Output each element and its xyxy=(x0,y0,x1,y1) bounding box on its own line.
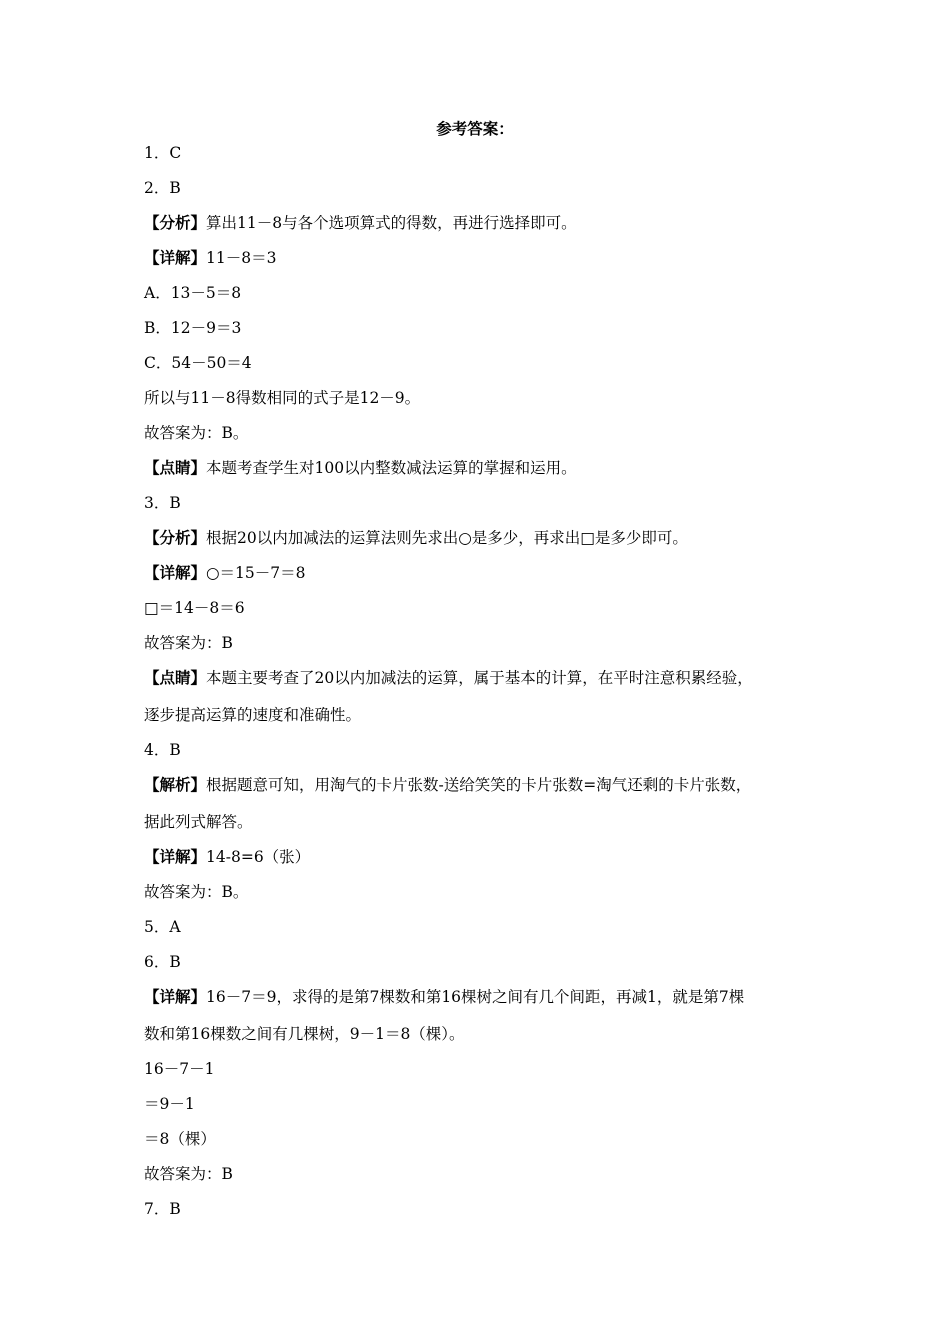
answer-line xyxy=(144,917,181,937)
line-text: 5．A xyxy=(144,918,181,936)
line-text: 11－8＝3 xyxy=(206,249,277,267)
answer-line xyxy=(144,1059,214,1079)
answer-line xyxy=(144,388,420,408)
section-tag: 【详解】 xyxy=(144,987,207,1006)
answer-line-tagged xyxy=(144,668,753,688)
answer-line-tagged xyxy=(144,458,577,478)
answer-line xyxy=(144,1129,216,1149)
line-text: 据此列式解答。 xyxy=(144,813,253,831)
answer-line xyxy=(144,740,181,760)
section-tag: 【分析】 xyxy=(144,213,207,232)
line-text: ＝8（棵） xyxy=(144,1130,216,1148)
line-text: 1．C xyxy=(144,144,182,162)
line-text: 16－7－1 xyxy=(144,1060,215,1078)
line-text: 14-8=6（张） xyxy=(206,848,311,866)
answer-line xyxy=(144,1094,195,1114)
line-text: 故答案为：B。 xyxy=(144,883,249,901)
section-tag: 【分析】 xyxy=(144,528,207,547)
answer-line xyxy=(144,952,181,972)
answer-line xyxy=(144,1199,181,1219)
line-text: 本题主要考查了20以内加减法的运算，属于基本的计算，在平时注意积累经验， xyxy=(206,669,753,687)
line-text: 6．B xyxy=(144,953,181,971)
line-text: 2．B xyxy=(144,179,181,197)
answer-line xyxy=(144,633,233,653)
line-text: A．13－5＝8 xyxy=(144,284,242,302)
answer-line-tagged xyxy=(144,563,306,583)
section-tag: 【详解】 xyxy=(144,847,207,866)
page-title: 参考答案： xyxy=(436,119,514,138)
line-text: 数和第16棵数之间有几棵树，9－1＝8（棵）。 xyxy=(144,1025,465,1043)
section-tag: 【解析】 xyxy=(144,775,207,794)
line-text: □＝14－8＝6 xyxy=(144,599,245,617)
answer-line xyxy=(144,1164,233,1184)
answer-line-tagged xyxy=(144,248,276,268)
line-text: 故答案为：B xyxy=(144,1165,233,1183)
line-text: 本题考查学生对100以内整数减法运算的掌握和运用。 xyxy=(206,459,577,477)
answer-line xyxy=(144,598,245,618)
answer-line xyxy=(144,318,241,338)
line-text: ○＝15－7＝8 xyxy=(206,564,306,582)
answer-line-tagged xyxy=(144,987,744,1007)
answer-line xyxy=(144,178,181,198)
line-text: C．54－50＝4 xyxy=(144,354,252,372)
answer-line xyxy=(144,705,361,725)
answer-line-tagged xyxy=(144,213,577,233)
answer-line-tagged xyxy=(144,528,688,548)
section-tag: 【点睛】 xyxy=(144,458,207,477)
line-text: 7．B xyxy=(144,1200,181,1218)
line-text: 故答案为：B。 xyxy=(144,424,249,442)
line-text: B．12－9＝3 xyxy=(144,319,242,337)
answer-line xyxy=(144,353,252,373)
answer-line xyxy=(144,1024,465,1044)
answer-line xyxy=(144,283,241,303)
answer-line-tagged xyxy=(144,775,751,795)
answer-line xyxy=(144,493,181,513)
section-tag: 【详解】 xyxy=(144,248,207,267)
line-text: 算出11－8与各个选项算式的得数，再进行选择即可。 xyxy=(206,214,577,232)
line-text: 故答案为：B xyxy=(144,634,233,652)
line-text: ＝9－1 xyxy=(144,1095,195,1113)
line-text: 根据20以内加减法的运算法则先求出○是多少，再求出□是多少即可。 xyxy=(206,529,688,547)
line-text: 3．B xyxy=(144,494,181,512)
line-text: 逐步提高运算的速度和准确性。 xyxy=(144,706,362,724)
section-tag: 【详解】 xyxy=(144,563,207,582)
answer-line-tagged xyxy=(144,847,310,867)
line-text: 16－7＝9，求得的是第7棵数和第16棵树之间有几个间距，再减1，就是第7棵 xyxy=(206,988,745,1006)
answer-line xyxy=(144,423,248,443)
section-tag: 【点睛】 xyxy=(144,668,207,687)
line-text: 4．B xyxy=(144,741,181,759)
answer-line xyxy=(144,812,253,832)
line-text: 所以与11－8得数相同的式子是12－9。 xyxy=(144,389,421,407)
line-text: 根据题意可知，用淘气的卡片张数-送给笑笑的卡片张数=淘气还剩的卡片张数， xyxy=(206,776,752,794)
answer-line xyxy=(144,882,248,902)
answer-line xyxy=(144,143,181,163)
